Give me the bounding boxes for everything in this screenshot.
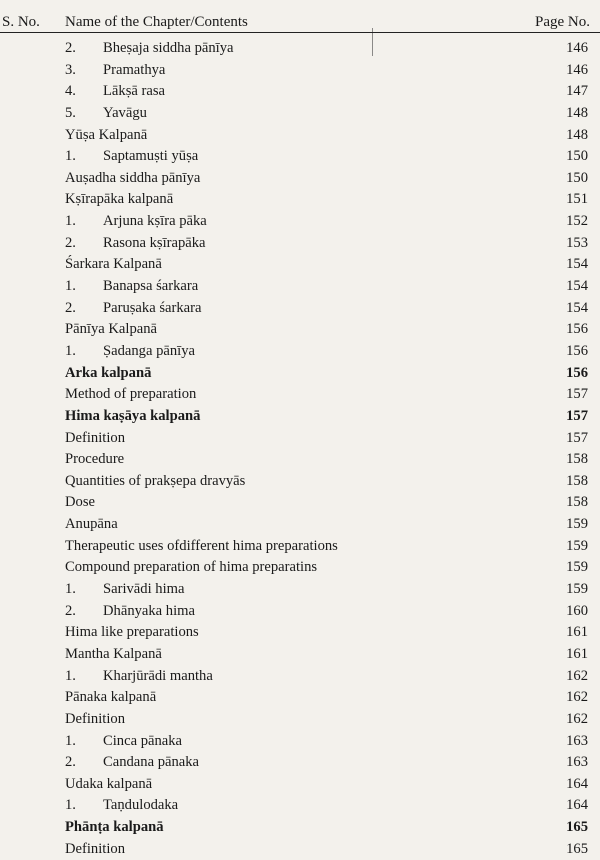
contents-row xyxy=(0,752,600,774)
item-page-number: 148 xyxy=(566,126,588,143)
item-page-number: 157 xyxy=(566,429,588,446)
item-title: Ṣadanga pānīya xyxy=(103,342,195,359)
contents-row xyxy=(0,125,600,147)
contents-row xyxy=(0,168,600,190)
item-page-number: 151 xyxy=(566,191,588,208)
item-page-number: 158 xyxy=(566,451,588,468)
item-number: 3. xyxy=(65,61,76,78)
contents-row xyxy=(0,774,600,796)
item-title: Yavāgu xyxy=(103,104,147,121)
contents-row xyxy=(0,428,600,450)
contents-row xyxy=(0,298,600,320)
item-title: Pānaka kalpanā xyxy=(65,689,157,706)
item-title: Dhānyaka hima xyxy=(103,602,195,619)
item-title: Yūṣa Kalpanā xyxy=(65,126,148,143)
contents-row xyxy=(0,644,600,666)
contents-row xyxy=(0,384,600,406)
item-title: Hima like preparations xyxy=(65,624,199,641)
item-title: Phānṭa kalpanā xyxy=(65,819,164,836)
item-page-number: 159 xyxy=(566,581,588,598)
item-page-number: 158 xyxy=(566,494,588,511)
item-title: Procedure xyxy=(65,451,125,468)
item-page-number: 162 xyxy=(566,689,588,706)
header-name: Name of the Chapter/Contents xyxy=(65,14,248,30)
item-page-number: 164 xyxy=(566,775,588,792)
contents-row xyxy=(0,709,600,731)
item-title: Therapeutic uses ofdifferent hima preparations xyxy=(65,537,338,554)
item-title: Rasona kṣīrapāka xyxy=(103,234,206,251)
item-number: 4. xyxy=(65,83,76,100)
contents-list xyxy=(0,38,600,860)
contents-row xyxy=(0,60,600,82)
item-page-number: 154 xyxy=(566,299,588,316)
item-number: 2. xyxy=(65,299,76,316)
item-title: Definition xyxy=(65,429,125,446)
contents-row xyxy=(0,406,600,428)
contents-row xyxy=(0,363,600,385)
contents-row xyxy=(0,276,600,298)
item-number: 1. xyxy=(65,148,76,165)
contents-row xyxy=(0,579,600,601)
contents-row xyxy=(0,146,600,168)
contents-row xyxy=(0,557,600,579)
item-title: Cinca pānaka xyxy=(103,732,183,749)
item-number: 1. xyxy=(65,213,76,230)
item-title: Udaka kalpanā xyxy=(65,775,153,792)
item-title: Arjuna kṣīra pāka xyxy=(103,213,207,230)
item-page-number: 158 xyxy=(566,472,588,489)
contents-row xyxy=(0,471,600,493)
item-number: 2. xyxy=(65,234,76,251)
item-number: 1. xyxy=(65,732,76,749)
contents-row xyxy=(0,254,600,276)
item-page-number: 157 xyxy=(566,407,588,424)
item-title: Dose xyxy=(65,494,95,511)
item-title: Śarkara Kalpanā xyxy=(65,256,162,273)
item-page-number: 154 xyxy=(566,278,588,295)
item-page-number: 161 xyxy=(566,624,588,641)
item-number: 1. xyxy=(65,667,76,684)
contents-row xyxy=(0,189,600,211)
item-page-number: 150 xyxy=(566,148,588,165)
contents-row xyxy=(0,341,600,363)
contents-row xyxy=(0,536,600,558)
item-page-number: 159 xyxy=(566,516,588,533)
contents-row xyxy=(0,211,600,233)
item-page-number: 156 xyxy=(566,321,588,338)
item-title: Banapsa śarkara xyxy=(103,278,199,295)
item-title: Method of preparation xyxy=(65,386,197,403)
item-page-number: 153 xyxy=(566,234,588,251)
item-page-number: 146 xyxy=(566,61,588,78)
item-title: Kṣīrapāka kalpanā xyxy=(65,191,174,208)
item-number: 2. xyxy=(65,602,76,619)
item-number: 1. xyxy=(65,797,76,814)
item-title: Hima kaṣāya kalpanā xyxy=(65,407,201,424)
item-title: Saptamuṣti yūṣa xyxy=(103,148,199,165)
contents-row xyxy=(0,233,600,255)
item-title: Bheṣaja siddha pānīya xyxy=(103,40,234,56)
contents-row xyxy=(0,795,600,817)
contents-row xyxy=(0,514,600,536)
item-title: Lākṣā rasa xyxy=(103,83,165,100)
item-title: Anupāna xyxy=(65,516,118,533)
item-page-number: 150 xyxy=(566,169,588,186)
item-title: Paruṣaka śarkara xyxy=(103,299,202,316)
item-title: Auṣadha siddha pānīya xyxy=(65,169,201,186)
contents-row xyxy=(0,103,600,125)
contents-row xyxy=(0,666,600,688)
contents-row xyxy=(0,449,600,471)
item-number: 1. xyxy=(65,342,76,359)
header-sno: S. No. xyxy=(2,14,40,30)
item-title: Definition xyxy=(65,840,125,857)
table-header xyxy=(0,10,600,33)
item-page-number: 163 xyxy=(566,754,588,771)
item-page-number: 148 xyxy=(566,104,588,121)
item-page-number: 147 xyxy=(566,83,588,100)
item-title: Kharjūrādi mantha xyxy=(103,667,213,684)
contents-row xyxy=(0,817,600,839)
contents-row xyxy=(0,601,600,623)
item-page-number: 160 xyxy=(566,602,588,619)
item-page-number: 159 xyxy=(566,559,588,576)
item-number: 1. xyxy=(65,581,76,598)
contents-row xyxy=(0,319,600,341)
item-number: 5. xyxy=(65,104,76,121)
item-page-number: 159 xyxy=(566,537,588,554)
item-title: Pānīya Kalpanā xyxy=(65,321,157,338)
contents-row xyxy=(0,731,600,753)
item-page-number: 154 xyxy=(566,256,588,273)
item-page-number: 156 xyxy=(566,364,588,381)
item-title: Arka kalpanā xyxy=(65,364,152,381)
item-title: Mantha Kalpanā xyxy=(65,645,162,662)
item-title: Taṇdulodaka xyxy=(103,797,179,814)
item-page-number: 157 xyxy=(566,386,588,403)
item-page-number: 165 xyxy=(566,840,588,857)
item-title: Compound preparation of hima preparatins xyxy=(65,559,318,576)
item-page-number: 161 xyxy=(566,645,588,662)
header-page: Page No. xyxy=(535,14,590,30)
item-title: Quantities of prakṣepa dravyās xyxy=(65,472,246,489)
item-page-number: 162 xyxy=(566,710,588,727)
item-number: 1. xyxy=(65,278,76,295)
item-title: Sarivādi hima xyxy=(103,581,185,598)
item-title: Definition xyxy=(65,710,125,727)
item-page-number: 152 xyxy=(566,213,588,230)
item-page-number: 156 xyxy=(566,342,588,359)
item-page-number: 164 xyxy=(566,797,588,814)
item-title: Pramathya xyxy=(103,61,166,78)
item-number: 2. xyxy=(65,40,76,56)
contents-row xyxy=(0,687,600,709)
contents-row xyxy=(0,38,600,60)
contents-row xyxy=(0,492,600,514)
item-title: Candana pānaka xyxy=(103,754,200,771)
item-page-number: 163 xyxy=(566,732,588,749)
item-number: 2. xyxy=(65,754,76,771)
item-page-number: 146 xyxy=(566,40,588,56)
contents-row xyxy=(0,81,600,103)
contents-row xyxy=(0,622,600,644)
item-page-number: 165 xyxy=(566,819,588,836)
item-page-number: 162 xyxy=(566,667,588,684)
contents-row xyxy=(0,839,600,860)
